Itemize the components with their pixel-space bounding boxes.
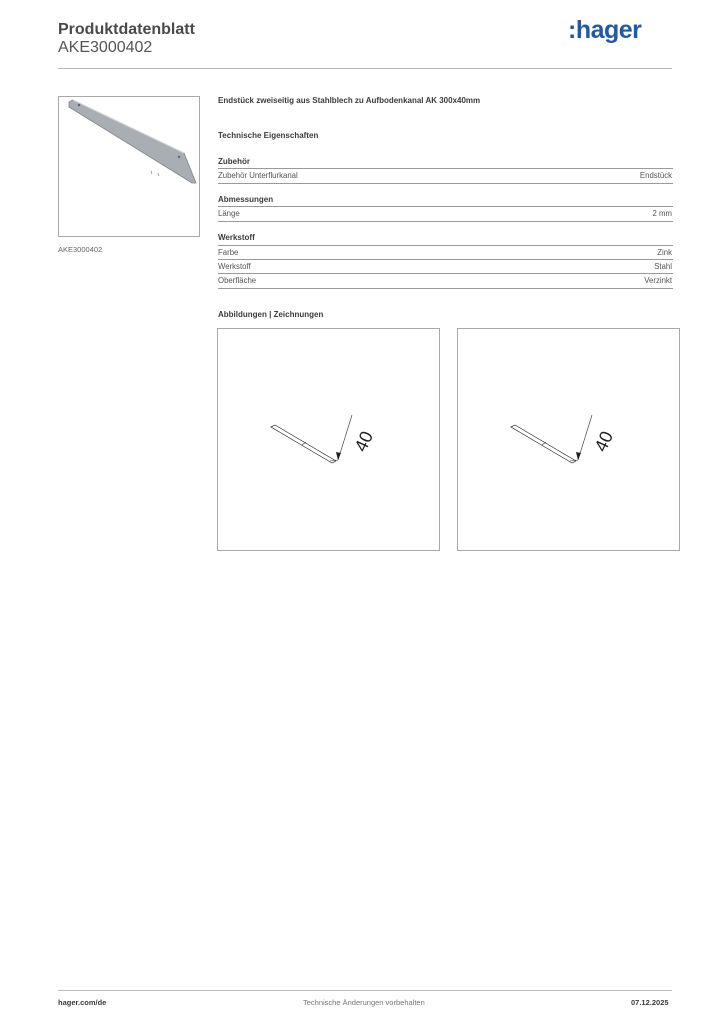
header-divider xyxy=(58,68,672,69)
dimension-drawing xyxy=(458,329,679,550)
property-row xyxy=(218,168,673,184)
property-row xyxy=(218,245,673,260)
property-key: Werkstoff xyxy=(218,262,251,271)
drawings-heading: Abbildungen | Zeichnungen xyxy=(218,310,324,319)
document-title: Produktdatenblatt xyxy=(58,21,195,38)
product-number: AKE3000402 xyxy=(58,39,153,56)
dimension-label: 40 xyxy=(350,428,378,455)
group-title-zubehoer: Zubehör xyxy=(218,157,250,166)
footer-date: 07.12.2025 xyxy=(631,998,669,1007)
product-description: Endstück zweiseitig aus Stahlblech zu Aufbodenkanal AK 300x40mm xyxy=(218,96,481,105)
property-value: Zink xyxy=(657,248,672,257)
dimension-label: 40 xyxy=(590,428,618,455)
property-value: 2 mm xyxy=(652,209,672,218)
footer-disclaimer: Technische Änderungen vorbehalten xyxy=(303,998,425,1007)
product-image xyxy=(58,96,200,237)
property-value: Stahl xyxy=(654,262,672,271)
property-value: Endstück xyxy=(639,171,672,180)
property-row xyxy=(218,273,673,289)
property-key: Oberfläche xyxy=(218,276,257,285)
footer-website-link[interactable]: hager.com/de xyxy=(58,998,107,1007)
product-image-caption: AKE3000402 xyxy=(58,245,103,254)
property-value: Verzinkt xyxy=(644,276,672,285)
technical-drawing xyxy=(217,328,440,551)
property-row xyxy=(218,259,673,274)
property-key: Farbe xyxy=(218,248,239,257)
technical-drawing xyxy=(457,328,680,551)
property-key: Zubehör Unterflurkanal xyxy=(218,171,298,180)
end-piece-illustration xyxy=(59,97,199,236)
property-key: Länge xyxy=(218,209,240,218)
group-title-abmessungen: Abmessungen xyxy=(218,195,274,204)
footer-divider xyxy=(58,990,672,991)
dimension-drawing xyxy=(218,329,439,550)
group-title-werkstoff: Werkstoff xyxy=(218,233,255,242)
technical-properties-heading: Technische Eigenschaften xyxy=(218,131,319,140)
hager-logo: :hager xyxy=(568,16,642,44)
property-row xyxy=(218,206,673,222)
